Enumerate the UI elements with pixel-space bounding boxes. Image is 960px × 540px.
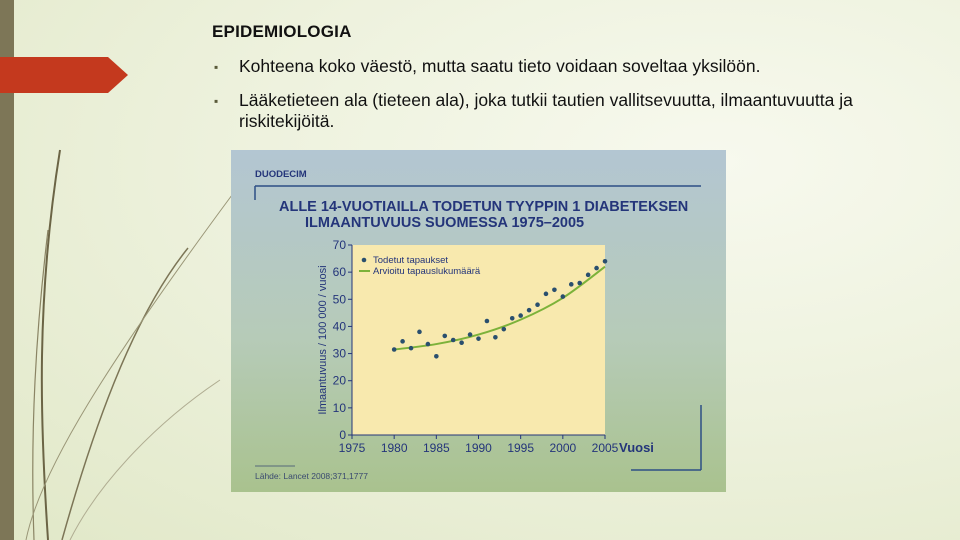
data-point (502, 327, 507, 332)
data-point (518, 313, 523, 318)
square-bullet-icon: ▪ (214, 60, 219, 74)
data-point (409, 346, 414, 351)
data-point (451, 338, 456, 343)
data-point (459, 340, 464, 345)
data-point (468, 332, 473, 337)
y-tick-label: 20 (332, 373, 346, 388)
x-tick-label: 2005 (591, 441, 619, 455)
data-point (603, 259, 608, 264)
data-point (485, 319, 490, 324)
data-point (586, 273, 591, 278)
legend-label-line: Arvioitu tapauslukumäärä (373, 266, 481, 277)
bullet-list (212, 56, 912, 145)
data-point (493, 335, 498, 340)
x-tick-label: 1995 (507, 441, 535, 455)
data-point (527, 308, 532, 313)
bullet-text: Kohteena koko väestö, mutta saatu tieto voidaan soveltaa yksilöön. (239, 56, 761, 76)
x-tick-label: 1990 (465, 441, 492, 455)
y-axis-label: Ilmaantuvuus / 100 000 / vuosi (317, 265, 329, 415)
legend-marker-points (362, 258, 367, 263)
data-point (434, 354, 439, 359)
data-point (442, 334, 447, 339)
chart-title-line-1: ALLE 14-VUOTIAILLA TODETUN TYYPPIN 1 DIABETEKSEN (279, 199, 689, 215)
data-point (400, 339, 405, 344)
data-point (594, 266, 599, 271)
x-axis-label: Vuosi (619, 440, 654, 455)
legend-label-points: Todetut tapaukset (373, 255, 448, 266)
data-point (476, 336, 481, 341)
chart-svg (231, 150, 726, 492)
red-arrow-tab (0, 57, 128, 93)
y-tick-label: 0 (339, 428, 346, 442)
data-point (569, 282, 574, 287)
chart-figure (231, 150, 726, 492)
square-bullet-icon: ▪ (214, 94, 219, 108)
bullet-item (212, 90, 912, 132)
y-tick-label: 60 (332, 265, 346, 280)
y-tick-label: 30 (332, 346, 346, 361)
y-tick-label: 70 (332, 238, 346, 252)
x-tick-label: 2000 (549, 441, 577, 455)
y-tick-label: 50 (332, 292, 346, 307)
data-point (510, 316, 515, 321)
x-tick-label: 1975 (338, 441, 366, 455)
source-label: Lähde: Lancet 2008;371,1777 (255, 471, 368, 481)
data-point (544, 292, 549, 297)
data-point (561, 294, 566, 299)
data-point (417, 330, 422, 335)
x-tick-label: 1985 (422, 441, 450, 455)
brand-label: DUODECIM (255, 169, 307, 180)
slide-heading: EPIDEMIOLOGIA (212, 22, 352, 41)
x-tick-label: 1980 (380, 441, 408, 455)
data-point (552, 287, 557, 292)
chart-title-line-2: ILMAANTUVUUS SUOMESSA 1975–2005 (305, 215, 585, 231)
y-tick-label: 10 (332, 400, 346, 415)
data-point (392, 347, 397, 352)
data-point (535, 302, 540, 307)
data-point (577, 281, 582, 286)
bullet-item (212, 56, 912, 77)
data-point (426, 342, 431, 347)
bullet-text: Lääketieteen ala (tieteen ala), joka tutkii tautien vallitsevuutta, ilmaantuvuutta ja riskitekijöitä. (239, 90, 853, 131)
y-tick-label: 40 (332, 319, 346, 334)
